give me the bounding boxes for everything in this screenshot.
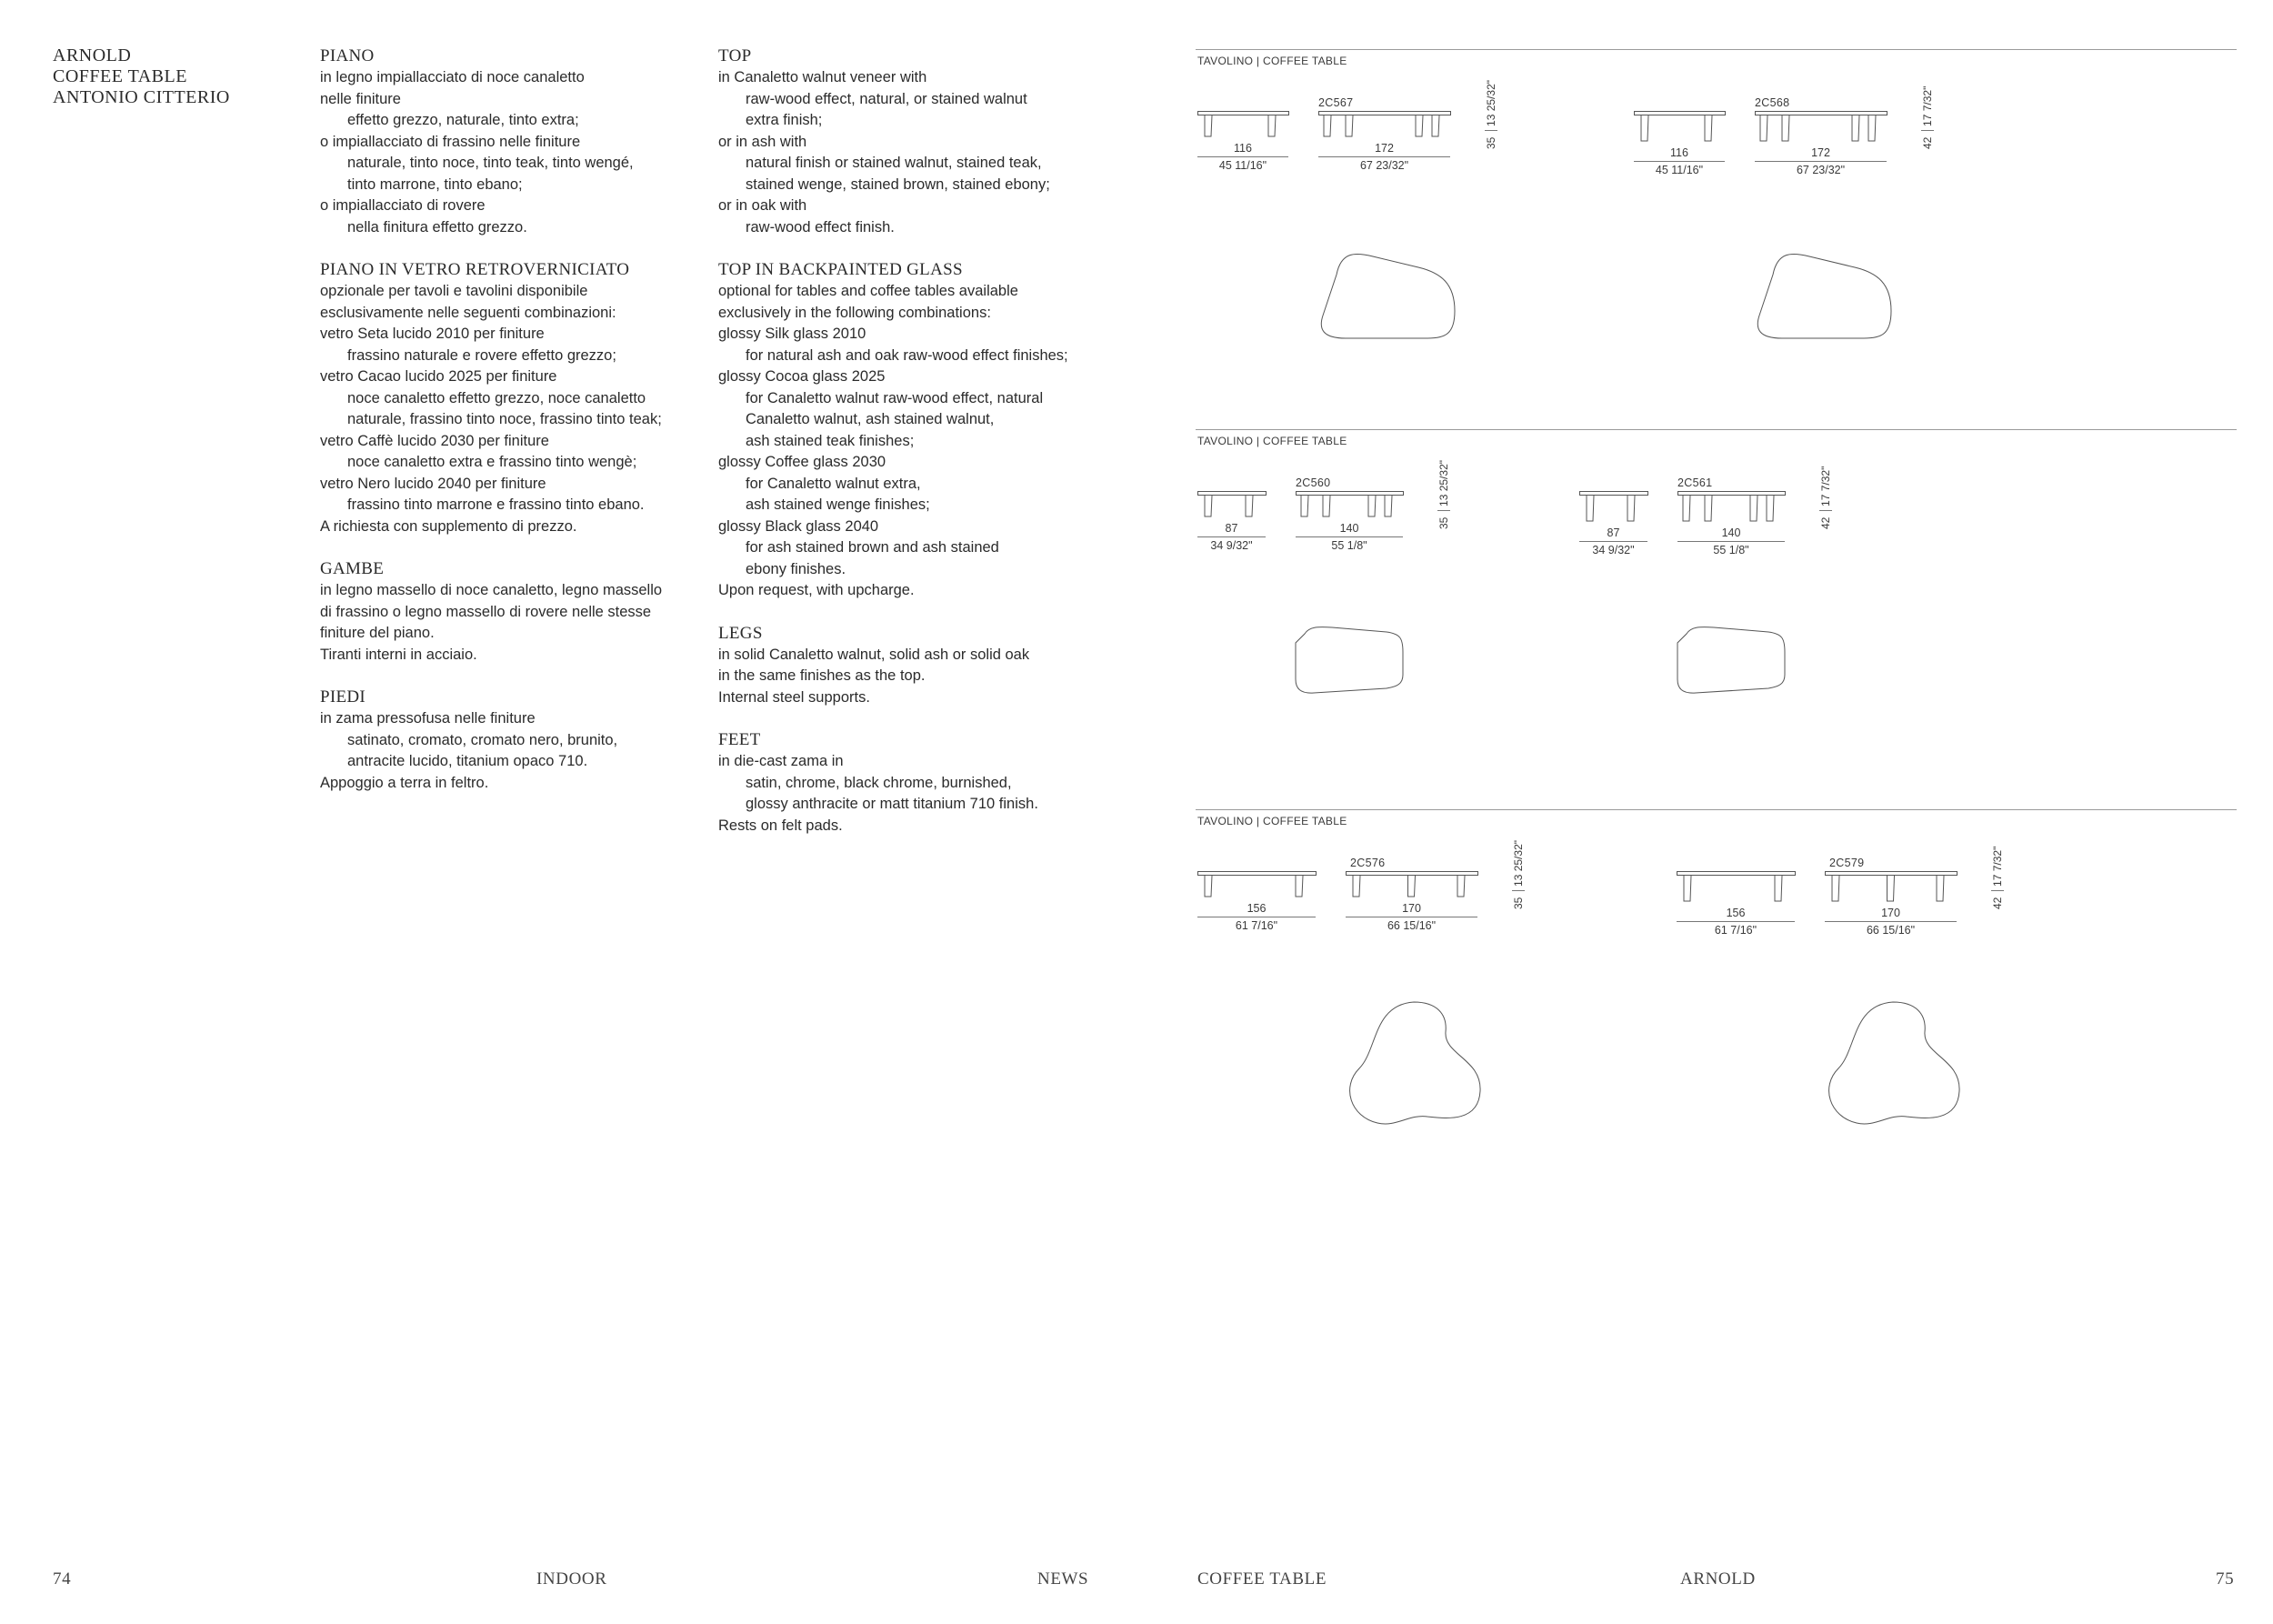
model-code: 2C576: [1350, 857, 1386, 869]
dimension-long: [1755, 146, 1887, 176]
plan-view-outline: [1296, 625, 1405, 696]
dimension-long: [1318, 142, 1450, 172]
dim-in: 34 9/32": [1592, 544, 1635, 556]
spec-line: extra finish;: [746, 112, 823, 128]
dimension-height: [1437, 460, 1450, 529]
dim-bar: [1677, 921, 1795, 922]
spec-line: naturale, frassino tinto noce, frassino tinto teak;: [347, 411, 662, 427]
spec-line: natural finish or stained walnut, stained teak,: [746, 155, 1042, 171]
spec-line: vetro Seta lucido 2010 per finiture: [320, 326, 545, 342]
side-elevation-short: [1634, 111, 1727, 148]
spec-line: Canaletto walnut, ash stained walnut,: [746, 411, 995, 427]
spec-section: [320, 687, 662, 794]
plan-view-outline: [1318, 247, 1457, 340]
spec-line: Appoggio a terra in feltro.: [320, 774, 489, 791]
spec-line: raw-wood effect, natural, or stained walnut: [746, 90, 1027, 107]
dim-in: 13 25/32": [1512, 840, 1525, 891]
section-heading: FEET: [718, 730, 761, 749]
spec-line: optional for tables and coffee tables available: [718, 283, 1018, 299]
spec-line: noce canaletto effetto grezzo, noce canaletto: [347, 389, 646, 406]
dim-cm: 170: [1402, 902, 1421, 915]
dimension-short: [1634, 146, 1725, 176]
dim-bar: [1825, 921, 1957, 922]
spec-line: o impiallacciato di frassino nelle finiture: [320, 133, 581, 150]
italian-spec-column: [320, 45, 662, 815]
spec-section: [718, 729, 1068, 837]
dim-in: 61 7/16": [1714, 924, 1757, 937]
dim-bar: [1677, 541, 1785, 542]
dim-in: 17 7/32": [1991, 847, 2004, 891]
spec-line: vetro Caffè lucido 2030 per finiture: [320, 432, 549, 449]
spec-section: [718, 259, 1068, 602]
spec-line: in Canaletto walnut veneer with: [718, 69, 927, 85]
dim-in: 13 25/32": [1437, 460, 1450, 511]
spec-line: di frassino o legno massello di rovere nelle stesse: [320, 603, 652, 620]
dim-cm: 35: [1512, 897, 1525, 909]
dim-in: 61 7/16": [1235, 919, 1278, 932]
spec-line: nella finitura effetto grezzo.: [347, 218, 527, 236]
section-heading: PIANO IN VETRO RETROVERNICIATO: [320, 260, 630, 279]
spec-line: frassino naturale e rovere effetto grezzo;: [347, 346, 616, 364]
footer-product-type: COFFEE TABLE: [1197, 1569, 1327, 1589]
dim-cm: 140: [1339, 522, 1359, 535]
spec-line: for natural ash and oak raw-wood effect finishes;: [746, 346, 1068, 364]
dimension-short: [1677, 907, 1795, 937]
spec-line: esclusivamente nelle seguenti combinazioni:: [320, 304, 616, 321]
dim-in: 67 23/32": [1359, 159, 1409, 172]
dimension-height: [1485, 80, 1497, 149]
spec-line: exclusively in the following combinations:: [718, 304, 991, 321]
drawing-block: [1196, 49, 2237, 413]
side-elevation-long: [1346, 871, 1479, 904]
spec-line: for ash stained brown and ash stained: [746, 539, 999, 556]
spec-line: finiture del piano.: [320, 625, 435, 641]
side-elevation-long: [1318, 111, 1452, 144]
dim-in: 66 15/16": [1387, 919, 1437, 932]
dim-in: 67 23/32": [1796, 164, 1846, 176]
section-heading: LEGS: [718, 623, 763, 643]
dimension-height: [1921, 86, 1934, 149]
dim-cm: 35: [1485, 136, 1497, 149]
spec-line: for Canaletto walnut raw-wood effect, natural: [746, 389, 1044, 406]
spec-line: glossy Black glass 2040: [718, 517, 879, 535]
dim-in: 45 11/16": [1218, 159, 1267, 172]
block-rule: [1196, 429, 2237, 430]
spec-line: Internal steel supports.: [718, 688, 870, 706]
plan-view-outline: [1755, 247, 1893, 340]
spec-line: naturale, tinto noce, tinto teak, tinto wengé,: [347, 155, 634, 171]
dim-cm: 140: [1721, 526, 1741, 539]
spec-line: ash stained teak finishes;: [746, 432, 915, 449]
dim-bar: [1296, 536, 1403, 537]
dimension-long: [1296, 522, 1403, 552]
footer-section: INDOOR: [536, 1569, 607, 1589]
dim-in: 17 7/32": [1819, 466, 1832, 511]
dimension-height: [1512, 840, 1525, 909]
spec-section: [320, 259, 662, 537]
dim-in: 66 15/16": [1866, 924, 1916, 937]
spec-line: in the same finishes as the top.: [718, 667, 926, 684]
dim-bar: [1579, 541, 1647, 542]
footer-category: NEWS: [1037, 1569, 1089, 1589]
spec-line: glossy Silk glass 2010: [718, 326, 866, 342]
block-caption: TAVOLINO | COFFEE TABLE: [1197, 435, 1347, 447]
block-rule: [1196, 49, 2237, 50]
title-line: COFFEE TABLE: [53, 66, 187, 86]
section-heading: PIEDI: [320, 687, 366, 707]
dimension-long: [1825, 907, 1957, 937]
spec-line: o impiallacciato di rovere: [320, 197, 486, 214]
dim-bar: [1197, 536, 1266, 537]
spec-line: for Canaletto walnut extra,: [746, 475, 921, 492]
page-number-right: 75: [2216, 1569, 2235, 1589]
side-elevation-long: [1677, 491, 1787, 528]
dimension-long: [1346, 902, 1477, 932]
dim-cm: 42: [1991, 897, 2004, 909]
dim-cm: 87: [1225, 522, 1238, 535]
english-spec-column: [718, 45, 1068, 857]
dim-cm: 116: [1670, 146, 1688, 159]
spec-line: antracite lucido, titanium opaco 710.: [347, 753, 588, 769]
plan-view-outline: [1825, 1000, 1961, 1128]
dim-cm: 42: [1921, 136, 1934, 149]
spec-line: satinato, cromato, cromato nero, brunito,: [347, 731, 618, 748]
spec-line: glossy anthracite or matt titanium 710 finish.: [746, 796, 1038, 812]
dim-in: 55 1/8": [1713, 544, 1749, 556]
spec-section: [718, 45, 1068, 238]
spec-section: [718, 623, 1068, 709]
plan-view-outline: [1677, 625, 1787, 696]
model-code: 2C561: [1677, 476, 1713, 489]
dimension-short: [1197, 142, 1288, 172]
dimension-short: [1197, 522, 1266, 552]
title-line: ARNOLD: [53, 45, 132, 65]
dim-in: 55 1/8": [1331, 539, 1367, 552]
section-heading: TOP IN BACKPAINTED GLASS: [718, 260, 963, 279]
dim-bar: [1318, 156, 1450, 157]
spec-line: ebony finishes.: [746, 560, 846, 577]
spec-line: vetro Nero lucido 2040 per finiture: [320, 475, 546, 492]
side-elevation-short: [1197, 491, 1267, 524]
dim-in: 13 25/32": [1485, 80, 1497, 131]
dim-cm: 156: [1726, 907, 1746, 919]
spec-line: satin, chrome, black chrome, burnished,: [746, 774, 1012, 791]
drawing-block: [1196, 429, 2237, 793]
dimension-short: [1197, 902, 1316, 932]
spec-line: Rests on felt pads.: [718, 817, 843, 834]
dim-bar: [1197, 156, 1288, 157]
dim-in: 34 9/32": [1210, 539, 1253, 552]
spec-section: [320, 45, 662, 238]
spec-line: in die-cast zama in: [718, 753, 844, 769]
spec-section: [320, 558, 662, 666]
spec-line: effetto grezzo, naturale, tinto extra;: [347, 112, 579, 128]
block-caption: TAVOLINO | COFFEE TABLE: [1197, 55, 1347, 67]
spec-line: glossy Cocoa glass 2025: [718, 368, 886, 385]
model-code: 2C568: [1755, 96, 1790, 109]
side-elevation-short: [1677, 871, 1797, 908]
dim-cm: 156: [1247, 902, 1267, 915]
spec-line: raw-wood effect finish.: [746, 218, 895, 236]
side-elevation-long: [1755, 111, 1888, 148]
side-elevation-long: [1296, 491, 1405, 524]
spec-line: or in oak with: [718, 197, 807, 214]
spec-line: glossy Coffee glass 2030: [718, 454, 886, 470]
dimension-short: [1579, 526, 1647, 556]
dim-in: 17 7/32": [1921, 86, 1934, 131]
page-number-left: 74: [53, 1569, 72, 1589]
spec-line: ash stained wenge finishes;: [746, 496, 930, 513]
dim-cm: 172: [1811, 146, 1830, 159]
spec-line: vetro Cacao lucido 2025 per finiture: [320, 368, 557, 385]
spec-line: nelle finiture: [320, 90, 401, 107]
side-elevation-long: [1825, 871, 1958, 908]
dim-cm: 116: [1234, 142, 1252, 155]
drawing-block: [1196, 809, 2237, 1173]
spec-line: Upon request, with upcharge.: [718, 582, 915, 598]
dim-cm: 170: [1881, 907, 1900, 919]
block-rule: [1196, 809, 2237, 810]
block-caption: TAVOLINO | COFFEE TABLE: [1197, 815, 1347, 827]
plan-view-outline: [1346, 1000, 1482, 1128]
dim-cm: 172: [1375, 142, 1394, 155]
footer-product-name: ARNOLD: [1680, 1569, 1756, 1589]
title-line: ANTONIO CITTERIO: [53, 87, 230, 107]
section-heading: TOP: [718, 46, 752, 65]
dim-in: 45 11/16": [1655, 164, 1704, 176]
spec-line: tinto marrone, tinto ebano;: [347, 175, 523, 193]
spec-line: noce canaletto extra e frassino tinto wengè;: [347, 454, 637, 470]
model-code: 2C560: [1296, 476, 1331, 489]
section-heading: PIANO: [320, 46, 375, 65]
dim-bar: [1755, 161, 1887, 162]
spec-line: in legno impiallacciato di noce canaletto: [320, 69, 585, 85]
dim-cm: 87: [1607, 526, 1620, 539]
spec-line: frassino tinto marrone e frassino tinto ebano.: [347, 496, 645, 513]
spec-line: in solid Canaletto walnut, solid ash or solid oak: [718, 646, 1030, 663]
spec-line: in zama pressofusa nelle finiture: [320, 710, 536, 727]
spec-line: stained wenge, stained brown, stained ebony;: [746, 175, 1050, 193]
dim-bar: [1634, 161, 1725, 162]
dimension-height: [1991, 847, 2004, 909]
model-code: 2C579: [1829, 857, 1865, 869]
dimension-long: [1677, 526, 1785, 556]
spec-line: Tiranti interni in acciaio.: [320, 646, 477, 663]
side-elevation-short: [1197, 871, 1317, 904]
dim-cm: 35: [1437, 516, 1450, 529]
model-code: 2C567: [1318, 96, 1354, 109]
spec-line: opzionale per tavoli e tavolini disponibile: [320, 283, 588, 299]
section-heading: GAMBE: [320, 559, 385, 578]
spec-line: A richiesta con supplemento di prezzo.: [320, 517, 577, 535]
side-elevation-short: [1579, 491, 1649, 528]
dim-cm: 42: [1819, 516, 1832, 529]
side-elevation-short: [1197, 111, 1290, 144]
spec-line: in legno massello di noce canaletto, legno massello: [320, 582, 663, 598]
spec-line: or in ash with: [718, 133, 807, 150]
dimension-height: [1819, 466, 1832, 529]
product-title: [53, 45, 230, 108]
